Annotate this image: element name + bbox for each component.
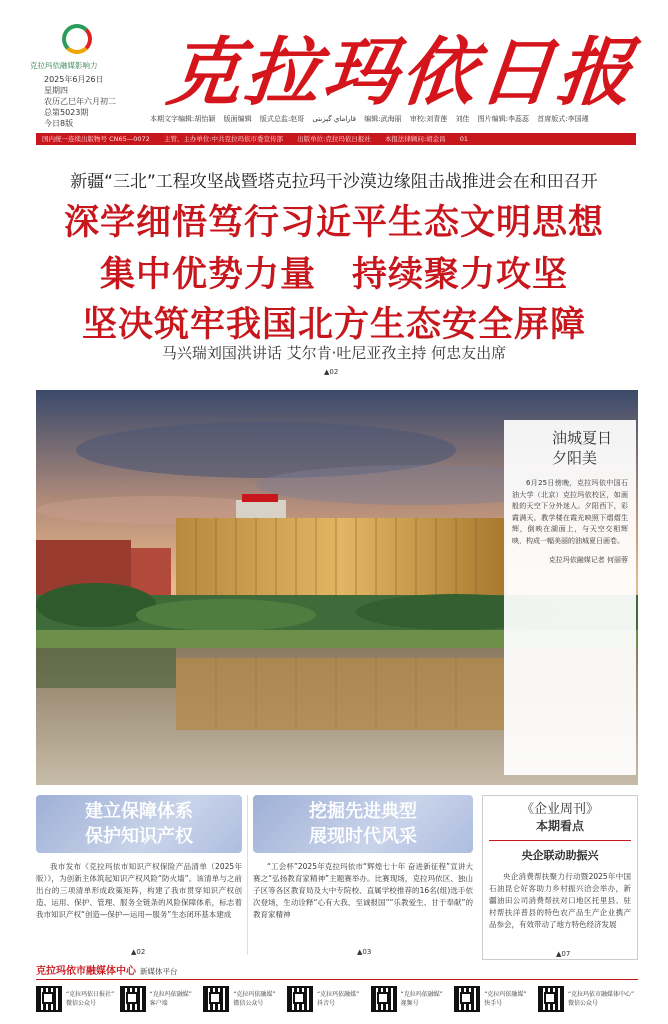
qr-label-name: “克拉玛依市融媒体中心” bbox=[567, 991, 635, 998]
qr-label-type: 快手号 bbox=[484, 1000, 503, 1007]
weekly-title: 《企业周刊》 bbox=[520, 802, 599, 817]
qr-label-type: 客户端 bbox=[149, 1000, 168, 1007]
qr-label-type: 微信公众号 bbox=[233, 1000, 264, 1007]
story-banner[interactable] bbox=[253, 795, 473, 853]
qr-code-list bbox=[36, 986, 638, 1012]
qr-item[interactable] bbox=[120, 986, 202, 1012]
caption-credit: 克拉玛依融媒记者 何丽蓉 bbox=[548, 556, 628, 564]
qr-code-icon[interactable] bbox=[287, 986, 313, 1012]
staff-item: 编辑:武海丽 bbox=[364, 115, 402, 123]
banner-line-1: 建立保障体系 bbox=[85, 801, 193, 822]
qr-item[interactable] bbox=[454, 986, 536, 1012]
qr-code-icon[interactable] bbox=[371, 986, 397, 1012]
page-ref[interactable]: ▲02 bbox=[131, 948, 146, 956]
weekly-body: 央企消费帮扶聚力行动暨2025年中国石油昆仑好客助力乡村振兴洽会举办，新疆油田公司消费帮扶对口地区托里县、驻村帮扶洋普县的特色农产品生产企业携产品参会，有效带动了地方特色经济发展 bbox=[489, 872, 631, 929]
caption-title-2: 夕阳美 bbox=[552, 449, 598, 467]
headline-line-1[interactable]: 深学细悟笃行习近平生态文明思想 bbox=[63, 203, 604, 243]
lunar-date: 农历乙巳年六月初二 bbox=[44, 97, 116, 106]
page-number: 01 bbox=[459, 135, 468, 143]
page-ref[interactable]: ▲02 bbox=[324, 368, 339, 376]
qr-label-name: “克拉玛依融媒” bbox=[149, 991, 192, 998]
masthead bbox=[0, 0, 668, 143]
headline-kicker: 新疆“三北”工程攻坚战暨塔克拉玛干沙漠边缘阻击战推进会在和田召开 bbox=[70, 172, 598, 192]
qr-label-type: 微信公众号 bbox=[66, 1000, 97, 1007]
qr-label-name: “克拉玛依融媒” bbox=[233, 991, 276, 998]
caption-title-1: 油城夏日 bbox=[552, 429, 613, 447]
media-footer bbox=[36, 962, 638, 1024]
qr-label-name: “克拉玛依融媒” bbox=[484, 991, 527, 998]
photo-caption bbox=[504, 420, 636, 775]
footer-divider bbox=[36, 979, 638, 980]
qr-item[interactable] bbox=[371, 986, 453, 1012]
qr-item[interactable] bbox=[36, 986, 118, 1012]
pubinfo-item: 主管、主办单位:中共克拉玛依市委宣传部 bbox=[163, 135, 284, 143]
enterprise-weekly-box[interactable] bbox=[482, 795, 638, 960]
banner-line-2: 展现时代风采 bbox=[309, 826, 417, 847]
footer-title: 克拉玛依市融媒体中心 bbox=[36, 966, 136, 977]
qr-label-type: 抖音号 bbox=[316, 1000, 335, 1007]
pubinfo-item: 出版单位:克拉玛依日报社 bbox=[297, 135, 371, 143]
qr-code-icon[interactable] bbox=[120, 986, 146, 1012]
weekday: 星期四 bbox=[44, 86, 68, 95]
dateline bbox=[44, 74, 116, 129]
qr-code-icon[interactable] bbox=[203, 986, 229, 1012]
banner-line-1: 挖掘先进典型 bbox=[309, 801, 417, 822]
headline-line-3[interactable]: 坚决筑牢我国北方生态安全屏障 bbox=[81, 305, 586, 345]
caption-body: 6月25日傍晚，克拉玛依中国石油大学（北京）克拉玛依校区，如画般的天空下分外迷人。夕阳西下，彩霞满天，教学楼在霞光映照下熠熠生辉，倒映在湖面上，与天空交相辉映，构成一幅美丽的油城夏日画卷。 bbox=[512, 479, 628, 545]
qr-label-name: “克拉玛依日报社” bbox=[66, 991, 115, 998]
pubinfo-item: 国内统一连续出版物号 CN65—0072 bbox=[42, 135, 150, 143]
qr-item[interactable] bbox=[203, 986, 285, 1012]
headline-subtitle: 马兴瑞刘国洪讲话 艾尔肯·吐尼亚孜主持 何忠友出席 bbox=[161, 344, 507, 362]
qr-code-icon[interactable] bbox=[538, 986, 564, 1012]
newspaper-title: 克拉玛依日报 bbox=[162, 30, 640, 116]
weekly-divider bbox=[489, 840, 631, 841]
staff-item: 刘佳 bbox=[455, 115, 470, 123]
staff-item: 版式总监:赵哥 bbox=[259, 115, 305, 123]
qr-label-name: “克拉玛依融媒” bbox=[400, 991, 443, 998]
story-education-contest[interactable] bbox=[253, 795, 473, 960]
footer-heading bbox=[36, 962, 638, 977]
staff-line bbox=[150, 114, 650, 124]
staff-item: 版面编辑 bbox=[223, 115, 252, 123]
staff-item: 图片编辑:李蕊蕊 bbox=[477, 115, 530, 123]
banner-line-2: 保护知识产权 bbox=[85, 826, 193, 847]
headline-line-2[interactable]: 集中优势力量 持续聚力攻坚 bbox=[99, 255, 568, 295]
qr-code-icon[interactable] bbox=[454, 986, 480, 1012]
story-banner[interactable] bbox=[36, 795, 242, 853]
qr-label-type: 视频号 bbox=[400, 1000, 419, 1007]
page-ref[interactable]: ▲03 bbox=[357, 948, 372, 956]
column-divider bbox=[247, 795, 248, 955]
logo-text: 克拉玛依融媒影响力 bbox=[30, 61, 98, 70]
qr-label-type: 微信公众号 bbox=[567, 1000, 598, 1007]
story-body: “工会杯”2025年克拉玛依市“辉煌七十年 奋进新征程”宣讲大赛之“弘扬教育家精神”主题赛举办。比赛现场，克拉玛依区、独山子区等各区教育局及大中专院校、直属学校推荐的16名(组)选手依次登场，生动诠释“心有大我、至诚报国”“乐教爱生、甘于奉献”的教育家精神 bbox=[253, 862, 473, 919]
page-ref[interactable]: ▲07 bbox=[556, 950, 571, 958]
qr-code-icon[interactable] bbox=[36, 986, 62, 1012]
weekly-frame bbox=[482, 795, 638, 960]
story-body: 我市发布《克拉玛依市知识产权保险产品清单（2025年版）》，为创新主体筑起知识产权风险“防火墙”。该清单与之前出台的三项清单形成政策矩阵，构建了我市贯穿知识产权创造、运用、保护、管理、服务全链条的风险保障体系，标志着我市知识产权“创造—保护—运用—服务”生态闭环基本建成 bbox=[36, 862, 242, 919]
staff-item: قاراماي گېزىتى bbox=[312, 115, 357, 123]
date: 2025年6月26日 bbox=[44, 75, 104, 84]
page-count: 今日8版 bbox=[44, 119, 74, 128]
staff-item: 首席版式:李国瑾 bbox=[537, 115, 589, 123]
qr-item[interactable] bbox=[538, 986, 638, 1012]
publication-info-bar bbox=[36, 133, 636, 145]
qr-item[interactable] bbox=[287, 986, 369, 1012]
footer-subtitle: 新媒体平台 bbox=[140, 967, 178, 976]
weekly-headline[interactable]: 央企联动助振兴 bbox=[521, 849, 599, 862]
staff-item: 审校:刘青莲 bbox=[409, 115, 448, 123]
story-ip-protection[interactable] bbox=[36, 795, 242, 960]
pubinfo-item: 本报法律顾问:胡金昌 bbox=[384, 135, 446, 143]
issue-number: 总第5023期 bbox=[44, 108, 89, 117]
brand-logo-icon bbox=[62, 24, 92, 54]
weekly-subtitle: 本期看点 bbox=[535, 819, 584, 833]
staff-item: 本期文字编辑:胡怡颖 bbox=[150, 115, 216, 123]
qr-label-name: “克拉玛依融媒” bbox=[316, 991, 360, 998]
